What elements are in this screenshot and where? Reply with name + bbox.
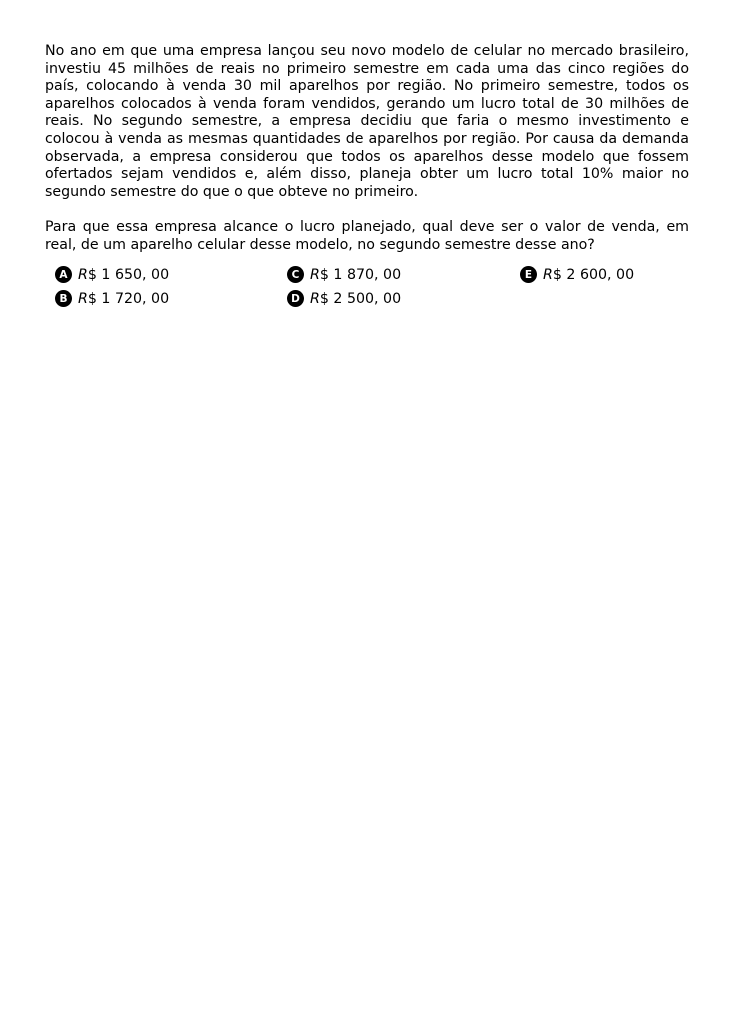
currency-symbol: $ bbox=[552, 266, 562, 283]
currency-symbol: $ bbox=[87, 266, 97, 283]
currency-r: R bbox=[78, 290, 88, 307]
question-statement: No ano em que uma empresa lançou seu novo modelo de celular no mercado brasileiro, investiu 45 milhões de reais no primeiro semestre em cada uma das cinco regiões do país, colocando à venda 30 mil aparelhos por região. No primeiro semestre, todos os aparelhos colocados à venda foram vendidos, gerando um lucro total de 30 milhões de reais. No segundo semestre, a empresa decidiu que faria o mesmo investimento e colocou à venda as mesmas quantidades de aparelhos por região. Por causa da demanda observada, a empresa considerou que todos os aparelhos desse modelo que fossem ofertados sejam vendidos e, além disso, planeja obter um lucro total 10% maior no segundo semestre do que o que obteve no primeiro. bbox=[45, 43, 689, 200]
option-value: 2 600, 00 bbox=[566, 266, 635, 283]
option-d[interactable] bbox=[287, 289, 401, 309]
currency-r: R bbox=[78, 266, 88, 283]
currency-r: R bbox=[543, 266, 553, 283]
option-value: 1 870, 00 bbox=[333, 266, 402, 283]
option-letter-badge: A bbox=[55, 266, 72, 283]
currency-symbol: $ bbox=[319, 290, 329, 307]
currency-r: R bbox=[310, 266, 320, 283]
option-letter-badge: C bbox=[287, 266, 304, 283]
option-c[interactable] bbox=[287, 265, 401, 285]
question-block bbox=[45, 43, 689, 311]
question-prompt: Para que essa empresa alcance o lucro planejado, qual deve ser o valor de venda, em real, de um aparelho celular desse modelo, no segundo semestre desse ano? bbox=[45, 219, 689, 253]
option-b[interactable] bbox=[55, 289, 169, 309]
option-letter-badge: E bbox=[520, 266, 537, 283]
currency-symbol: $ bbox=[319, 266, 329, 283]
currency-r: R bbox=[310, 290, 320, 307]
option-value: 1 650, 00 bbox=[101, 266, 170, 283]
currency-symbol: $ bbox=[87, 290, 97, 307]
option-a[interactable] bbox=[55, 265, 169, 285]
option-e[interactable] bbox=[520, 265, 634, 285]
answer-options bbox=[45, 263, 689, 311]
option-letter-badge: D bbox=[287, 290, 304, 307]
option-value: 2 500, 00 bbox=[333, 290, 402, 307]
option-value: 1 720, 00 bbox=[101, 290, 170, 307]
option-letter-badge: B bbox=[55, 290, 72, 307]
